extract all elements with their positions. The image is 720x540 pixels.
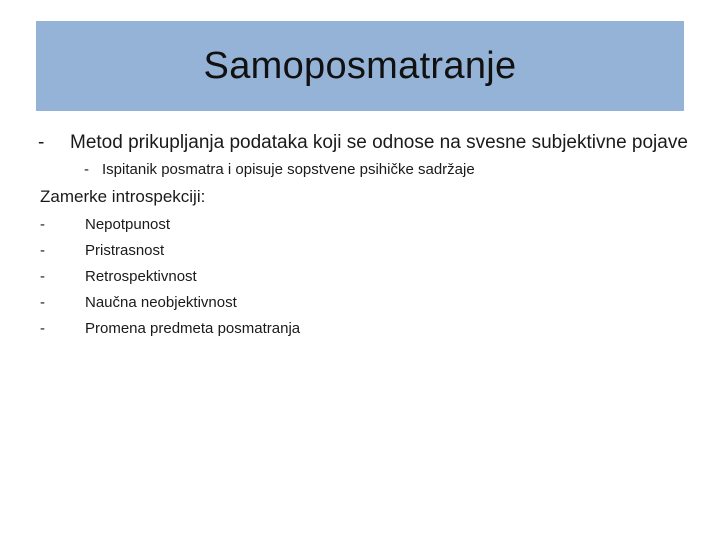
bullet-main-marker: - [38,132,45,153]
list-item-text: Pristrasnost [85,242,165,259]
list-item-text: Nepotpunost [85,216,171,233]
list-item [40,294,300,320]
list-item [40,320,300,346]
list-item-marker: - [40,320,45,337]
list-item [40,268,300,294]
list-item-text: Naučna neobjektivnost [85,294,237,311]
bullet-sub-text: Ispitanik posmatra i opisuje sopstvene psihičke sadržaje [102,161,475,178]
title-band [36,21,684,111]
list-item-text: Promena predmeta posmatranja [85,320,301,337]
objections-list [40,216,300,346]
slide-title: Samoposmatranje [203,44,517,87]
list-item [40,216,300,242]
list-item-marker: - [40,216,45,233]
list-item-marker: - [40,268,45,285]
list-item-text: Retrospektivnost [85,268,197,285]
bullet-sub-marker: - [84,161,89,178]
list-item [40,242,300,268]
list-item-marker: - [40,242,45,259]
objections-heading: Zamerke introspekciji: [40,187,206,206]
bullet-main [38,132,688,154]
bullet-sub [84,161,475,178]
bullet-main-text: Metod prikupljanja podataka koji se odnose na svesne subjektivne pojave [70,132,688,153]
list-item-marker: - [40,294,45,311]
